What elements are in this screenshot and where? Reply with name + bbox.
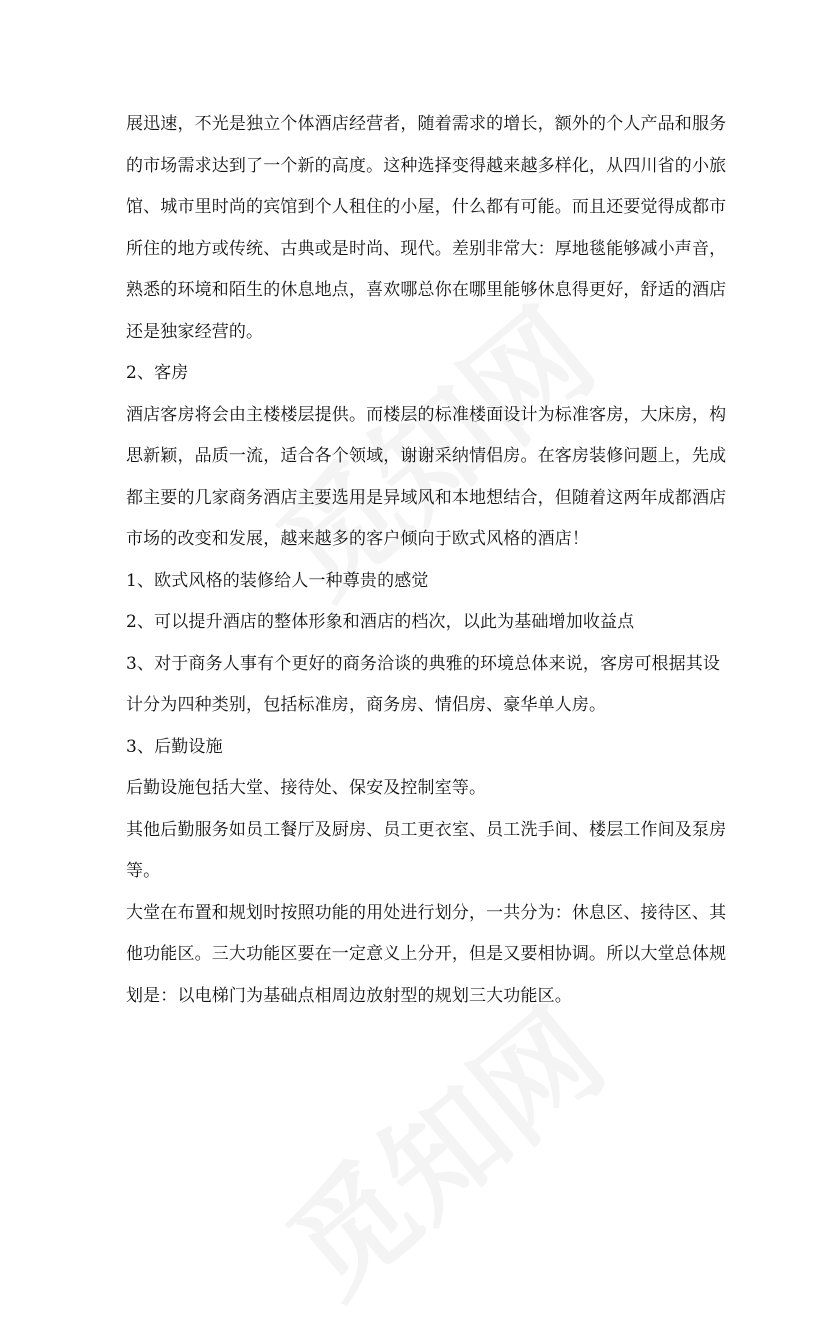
- section-heading: 3、后勤设施: [126, 736, 223, 757]
- list-item: 3、对于商务人事有个更好的商务洽谈的典雅的环境总体来说，客房可根据其设: [126, 653, 721, 674]
- list-item: 1、欧式风格的装修给人一种尊贵的感觉: [126, 570, 429, 591]
- text-line: 计分为四种类别，包括标准房，商务房、情侣房、豪华单人房。: [126, 695, 607, 715]
- text-line: 思新颖，品质一流，适合各个领域，谢谢采纳情侣房。在客房装修问题上，先成: [126, 446, 727, 466]
- text-line: 的市场需求达到了一个新的高度。这种选择变得越来越多样化，从四川省的小旅: [126, 155, 727, 176]
- text-line: 酒店客房将会由主楼楼层提供。而楼层的标准楼面设计为标准客房，大床房，构: [126, 404, 727, 425]
- text-line: 等。: [126, 861, 161, 881]
- text-line: 后勤设施包括大堂、接待处、保安及控制室等。: [126, 778, 487, 798]
- text-line: 其他后勤服务如员工餐厅及厨房、员工更衣室、员工洗手间、楼层工作间及泵房: [126, 819, 727, 840]
- text-line: 所住的地方或传统、古典或是时尚、现代。差别非常大：厚地毯能够减小声音，: [126, 238, 727, 259]
- section-heading: 2、客房: [126, 363, 189, 383]
- text-line: 大堂在布置和规划时按照功能的用处进行划分，一共分为：休息区、接待区、其: [126, 902, 727, 923]
- list-item: 2、可以提升酒店的整体形象和酒店的档次，以此为基础增加收益点: [126, 612, 635, 632]
- document-body: [126, 104, 727, 1017]
- text-line: 他功能区。三大功能区要在一定意义上分开，但是又要相协调。所以大堂总体规: [126, 944, 727, 964]
- text-line: 熟悉的环境和陌生的休息地点，喜欢哪总你在哪里能够休息得更好，舒适的酒店: [126, 280, 727, 300]
- text-line: 都主要的几家商务酒店主要选用是异域风和本地想结合，但随着这两年成都酒店: [126, 487, 727, 508]
- text-line: 划是：以电梯门为基础点相周边放射型的规划三大功能区。: [126, 985, 572, 1006]
- watermark: [247, 964, 633, 1327]
- text-line: 市场的改变和发展，越来越多的客户倾向于欧式风格的酒店！: [126, 529, 590, 549]
- text-line: 还是独家经营的。: [126, 321, 264, 342]
- text-line: 馆、城市里时尚的宾馆到个人租住的小屋，什么都有可能。而且还要觉得成都市: [126, 197, 727, 217]
- text-line: 展迅速，不光是独立个体酒店经营者，随着需求的增长，额外的个人产品和服务: [126, 114, 727, 134]
